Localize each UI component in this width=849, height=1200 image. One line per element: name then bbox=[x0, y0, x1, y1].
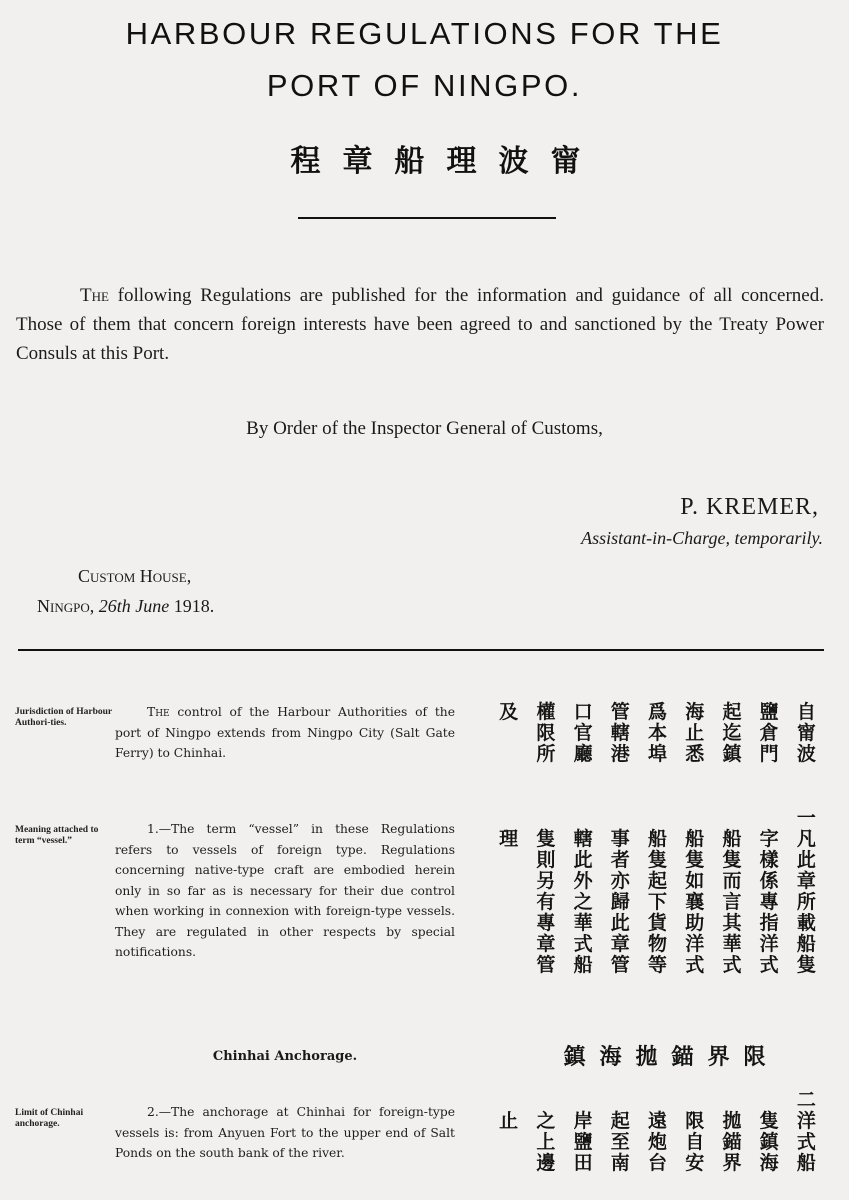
spacer bbox=[760, 808, 779, 829]
spacer bbox=[574, 1090, 593, 1111]
chinese-column bbox=[788, 702, 825, 765]
chinese-char: 倉 bbox=[759, 722, 779, 744]
chinese-char: 樣 bbox=[759, 849, 779, 871]
by-order-line: By Order of the Inspector General of Customs, bbox=[246, 418, 603, 439]
chinese-column bbox=[713, 702, 750, 765]
chinese-char: 凡 bbox=[796, 828, 816, 850]
chinese-char: 官 bbox=[573, 722, 593, 744]
chinese-char: 章 bbox=[536, 933, 556, 955]
chinese-column bbox=[527, 808, 564, 976]
chinese-char: 止 bbox=[685, 722, 705, 744]
chinese-column bbox=[639, 1090, 676, 1174]
chinese-char: 式 bbox=[722, 954, 742, 976]
chinese-char: 隻 bbox=[648, 849, 668, 871]
section-body: control of the Harbour Authorities of the port of Ningpo extends from Ningpo City (Salt Gate Ferry) to Chinhai. bbox=[115, 705, 455, 760]
chinese-char: 上 bbox=[536, 1131, 556, 1153]
spacer bbox=[648, 1090, 667, 1111]
chinese-char: 至 bbox=[610, 1131, 630, 1153]
chinese-column bbox=[602, 808, 639, 976]
chinese-char: 迄 bbox=[722, 722, 742, 744]
chinese-char: 船 bbox=[796, 933, 816, 955]
chinese-char: 載 bbox=[796, 912, 816, 934]
intro-text: following Regulations are published for the information and guidance of all concerned. Those of them that concern foreign interests have been agreed to and sanctioned by the Treaty Power Consuls at this Port. bbox=[16, 285, 824, 364]
date-line bbox=[37, 596, 214, 617]
section-number: 1.— bbox=[147, 822, 172, 836]
spacer bbox=[499, 1090, 518, 1111]
chinese-column bbox=[751, 702, 788, 765]
chinese-char: 物 bbox=[648, 933, 668, 955]
section-body: The anchorage at Chinhai for foreign-type vessels is: from Anyuen Fort to the upper end of Salt Ponds on the south bank of the river. bbox=[115, 1105, 455, 1160]
chinese-char: 鎮 bbox=[759, 1131, 779, 1153]
section-body: The term “vessel” in these Regulations refers to vessels of foreign type. Regulations concerning native-type craft are embodied herein only in so far as is necessary for their due control when working in connexion with foreign-type vessels. They are regulated in other respects by special notifications. bbox=[115, 822, 455, 959]
chinese-char: 台 bbox=[648, 1152, 668, 1174]
spacer bbox=[722, 1090, 741, 1111]
chinese-char: 洋 bbox=[685, 933, 705, 955]
subheading-chinhai-anchorage: Chinhai Anchorage. bbox=[212, 1049, 358, 1064]
chinese-char: 船 bbox=[648, 828, 668, 850]
signatory-name: P. KREMER, bbox=[680, 494, 819, 520]
chinese-char: 錨 bbox=[722, 1131, 742, 1153]
chinese-char: 理 bbox=[499, 828, 519, 850]
spacer bbox=[499, 808, 518, 829]
chinese-char: 起 bbox=[648, 870, 668, 892]
chinese-char: 岸 bbox=[573, 1110, 593, 1132]
date-day: 26th bbox=[98, 596, 131, 616]
margin-note-jurisdiction: Jurisdiction of Harbour Authori-ties. bbox=[15, 707, 112, 728]
chinese-char: 船 bbox=[796, 1152, 816, 1174]
chinese-char: 等 bbox=[648, 954, 668, 976]
chinese-char: 貨 bbox=[648, 912, 668, 934]
spacer bbox=[648, 808, 667, 829]
chinese-char: 而 bbox=[722, 870, 742, 892]
chinese-char: 華 bbox=[573, 912, 593, 934]
chinese-char: 炮 bbox=[648, 1131, 668, 1153]
spacer bbox=[536, 808, 555, 829]
chinese-column bbox=[788, 808, 825, 976]
chinese-char: 助 bbox=[685, 912, 705, 934]
chinese-char: 襄 bbox=[685, 891, 705, 913]
spacer bbox=[685, 1090, 704, 1111]
chinese-char: 港 bbox=[610, 743, 630, 765]
section-lead-word: The bbox=[147, 705, 170, 719]
chinese-char: 轄 bbox=[610, 722, 630, 744]
chinese-column bbox=[713, 808, 750, 976]
chinese-column bbox=[676, 702, 713, 765]
chinese-char: 言 bbox=[722, 891, 742, 913]
place-line: Custom House, bbox=[78, 566, 192, 586]
title-line-2: PORT OF NINGPO. bbox=[266, 68, 583, 103]
chinese-char: 洋 bbox=[759, 933, 779, 955]
chinese-char: 字 bbox=[759, 828, 779, 850]
chinese-text-jurisdiction bbox=[490, 702, 825, 765]
title-divider bbox=[298, 217, 556, 219]
chinese-column bbox=[564, 808, 601, 976]
chinese-char: 章 bbox=[796, 870, 816, 892]
chinese-char: 船 bbox=[573, 954, 593, 976]
chinese-char: 安 bbox=[685, 1152, 705, 1174]
chinese-column bbox=[527, 702, 564, 765]
chinese-text-vessel bbox=[490, 808, 825, 976]
chinese-char: 管 bbox=[610, 701, 630, 723]
chinese-char: 有 bbox=[536, 891, 556, 913]
chinese-char: 華 bbox=[722, 933, 742, 955]
chinese-char: 埠 bbox=[648, 743, 668, 765]
chinese-char: 廳 bbox=[573, 743, 593, 765]
chinese-char: 係 bbox=[759, 870, 779, 892]
chinese-column bbox=[788, 1090, 825, 1174]
chinese-char: 式 bbox=[573, 933, 593, 955]
chinese-char: 鎮 bbox=[722, 743, 742, 765]
chinese-char: 自 bbox=[796, 701, 816, 723]
chinese-char: 此 bbox=[573, 849, 593, 871]
chinese-column bbox=[564, 1090, 601, 1174]
section-divider bbox=[18, 649, 824, 651]
spacer bbox=[611, 1090, 630, 1111]
chinese-char: 管 bbox=[610, 954, 630, 976]
subheading-chinese: 鎮海拋錨界限 bbox=[563, 1045, 780, 1070]
chinese-char: 式 bbox=[685, 954, 705, 976]
chinese-char: 此 bbox=[610, 912, 630, 934]
chinese-char: 限 bbox=[536, 722, 556, 744]
spacer bbox=[685, 808, 704, 829]
chinese-char: 之 bbox=[536, 1110, 556, 1132]
chinese-char: 如 bbox=[685, 870, 705, 892]
title-chinese: 程章船理波甯 bbox=[290, 144, 603, 179]
chinese-column bbox=[490, 702, 527, 765]
title-line-1: HARBOUR REGULATIONS FOR THE bbox=[125, 16, 724, 51]
spacer bbox=[611, 808, 630, 829]
chinese-char: 界 bbox=[722, 1152, 742, 1174]
chinese-char: 章 bbox=[610, 933, 630, 955]
chinese-char: 轄 bbox=[573, 828, 593, 850]
chinese-char: 鹽 bbox=[573, 1131, 593, 1153]
chinese-char: 專 bbox=[536, 912, 556, 934]
chinese-char: 起 bbox=[610, 1110, 630, 1132]
chinese-text-chinhai bbox=[490, 1090, 825, 1174]
chinese-column bbox=[676, 1090, 713, 1174]
chinese-char: 所 bbox=[796, 891, 816, 913]
chinese-char: 田 bbox=[573, 1152, 593, 1174]
chinese-column bbox=[564, 702, 601, 765]
chinese-char: 隻 bbox=[722, 849, 742, 871]
chinese-char: 另 bbox=[536, 870, 556, 892]
chinese-char: 指 bbox=[759, 912, 779, 934]
chinese-char: 下 bbox=[648, 891, 668, 913]
chinese-char: 亦 bbox=[610, 870, 630, 892]
chinese-char: 自 bbox=[685, 1131, 705, 1153]
spacer bbox=[536, 1090, 555, 1111]
chinese-char: 外 bbox=[573, 870, 593, 892]
chinese-char: 其 bbox=[722, 912, 742, 934]
chinese-char: 二 bbox=[796, 1089, 816, 1111]
chinese-column bbox=[713, 1090, 750, 1174]
date-city: Ningpo, bbox=[37, 596, 95, 616]
chinese-char: 拋 bbox=[722, 1110, 742, 1132]
intro-lead-word: The bbox=[80, 285, 109, 306]
signatory-title: Assistant-in-Charge, temporarily. bbox=[581, 528, 823, 548]
chinese-char: 本 bbox=[648, 722, 668, 744]
margin-note-chinhai: Limit of Chinhai anchorage. bbox=[15, 1108, 84, 1129]
spacer bbox=[722, 808, 741, 829]
chinese-char: 起 bbox=[722, 701, 742, 723]
chinese-char: 此 bbox=[796, 849, 816, 871]
chinese-char: 口 bbox=[573, 701, 593, 723]
section-2-text bbox=[115, 1102, 455, 1164]
chinese-char: 一 bbox=[796, 807, 816, 829]
chinese-column bbox=[751, 808, 788, 976]
chinese-char: 止 bbox=[499, 1110, 519, 1132]
section-number: 2.— bbox=[147, 1105, 172, 1119]
date-year: 1918. bbox=[173, 596, 215, 616]
chinese-char: 歸 bbox=[610, 891, 630, 913]
chinese-char: 式 bbox=[759, 954, 779, 976]
chinese-char: 邊 bbox=[536, 1152, 556, 1174]
chinese-char: 船 bbox=[722, 828, 742, 850]
chinese-char: 遠 bbox=[648, 1110, 668, 1132]
section-1-text bbox=[115, 819, 455, 963]
chinese-char: 所 bbox=[536, 743, 556, 765]
chinese-column bbox=[639, 808, 676, 976]
intro-paragraph bbox=[16, 281, 824, 368]
chinese-char: 隻 bbox=[759, 1110, 779, 1132]
chinese-column bbox=[602, 1090, 639, 1174]
chinese-char: 甯 bbox=[796, 722, 816, 744]
date-month: June bbox=[135, 596, 170, 616]
chinese-column bbox=[676, 808, 713, 976]
chinese-char: 南 bbox=[610, 1152, 630, 1174]
chinese-char: 隻 bbox=[536, 828, 556, 850]
chinese-char: 爲 bbox=[648, 701, 668, 723]
chinese-char: 管 bbox=[536, 954, 556, 976]
chinese-char: 海 bbox=[685, 701, 705, 723]
section-jurisdiction-text bbox=[115, 702, 455, 764]
spacer bbox=[760, 1090, 779, 1111]
chinese-char: 之 bbox=[573, 891, 593, 913]
margin-note-vessel: Meaning attached to term “vessel.” bbox=[15, 825, 99, 846]
chinese-char: 門 bbox=[759, 743, 779, 765]
chinese-char: 洋 bbox=[796, 1110, 816, 1132]
chinese-char: 式 bbox=[796, 1131, 816, 1153]
chinese-char: 者 bbox=[610, 849, 630, 871]
chinese-char: 專 bbox=[759, 891, 779, 913]
chinese-char: 海 bbox=[759, 1152, 779, 1174]
chinese-column bbox=[639, 702, 676, 765]
chinese-column bbox=[490, 808, 527, 976]
chinese-char: 鹽 bbox=[759, 701, 779, 723]
chinese-char: 隻 bbox=[685, 849, 705, 871]
chinese-char: 波 bbox=[796, 743, 816, 765]
chinese-char: 權 bbox=[536, 701, 556, 723]
chinese-char: 事 bbox=[610, 828, 630, 850]
spacer bbox=[574, 808, 593, 829]
chinese-char: 悉 bbox=[685, 743, 705, 765]
chinese-column bbox=[751, 1090, 788, 1174]
chinese-char: 隻 bbox=[796, 954, 816, 976]
chinese-column bbox=[602, 702, 639, 765]
chinese-char: 船 bbox=[685, 828, 705, 850]
chinese-column bbox=[527, 1090, 564, 1174]
chinese-column bbox=[490, 1090, 527, 1174]
chinese-char: 及 bbox=[499, 701, 519, 723]
chinese-char: 則 bbox=[536, 849, 556, 871]
chinese-char: 限 bbox=[685, 1110, 705, 1132]
